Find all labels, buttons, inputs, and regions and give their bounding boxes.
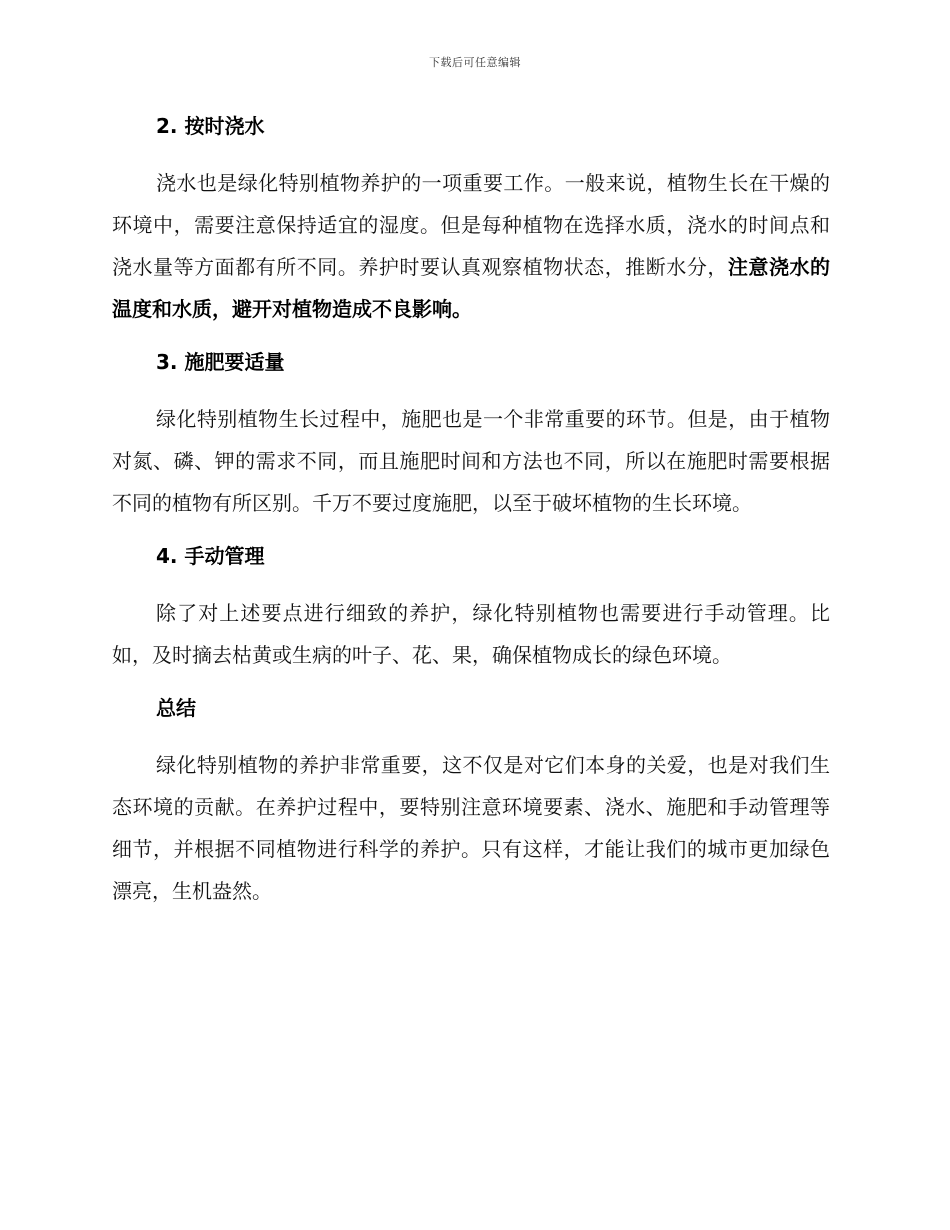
paragraph-summary: 绿化特别植物的养护非常重要，这不仅是对它们本身的关爱，也是对我们生态环境的贡献。在养护过程中，要特别注意环境要素、浇水、施肥和手动管理等细节，并根据不同植物进行科学的养护。只有这样，才能让我们的城市更加绿色漂亮，生机盎然。: [112, 753, 830, 903]
paragraph-watering: [112, 162, 830, 330]
section-heading-watering: 2. 按时浇水: [156, 114, 265, 138]
paragraph-watering-bold-text: 注意浇水的温度和水质，避开对植物造成不良影响。: [112, 255, 831, 321]
paragraph-watering-text: 浇水也是绿化特别植物养护的一项重要工作。一般来说，植物生长在干燥的环境中，需要注意保持适宜的湿度。但是每种植物在选择水质，浇水的时间点和浇水量等方面都有所不同。养护时要认真观察植物状态，推断水分，: [112, 171, 830, 279]
header-note: 下载后可任意编辑: [429, 56, 521, 69]
section-heading-fertilizing: 3. 施肥要适量: [156, 350, 285, 374]
section-heading-summary: 总结: [156, 696, 196, 720]
document-body: [112, 110, 830, 928]
paragraph-manual-management: 除了对上述要点进行细致的养护，绿化特别植物也需要进行手动管理。比如，及时摘去枯黄或生病的叶子、花、果，确保植物成长的绿色环境。: [112, 601, 830, 667]
paragraph-fertilizing: 绿化特别植物生长过程中，施肥也是一个非常重要的环节。但是，由于植物对氮、磷、钾的需求不同，而且施肥时间和方法也不同，所以在施肥时需要根据不同的植物有所区别。千万不要过度施肥，以至于破坏植物的生长环境。: [112, 407, 830, 515]
section-heading-manual-management: 4. 手动管理: [156, 544, 265, 568]
